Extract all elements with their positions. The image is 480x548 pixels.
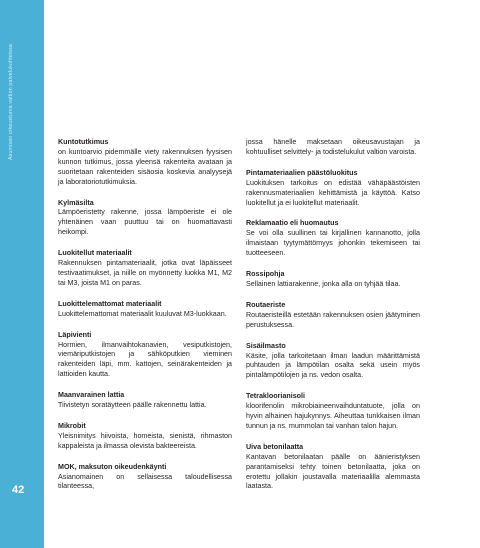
glossary-entry	[58, 422, 232, 452]
glossary-term: Kuntotutkimus	[58, 138, 109, 146]
glossary-entry	[246, 301, 420, 331]
glossary-entry	[58, 463, 232, 493]
glossary-definition: Hormien, ilmanvaihtokanavien, vesiputkistojen, viemäriputkistojen ja sähköputkien vieminen rakenteiden läpi, mm. kattojen, seinärakenteiden ja lattioiden kautta.	[58, 340, 232, 379]
glossary-definition: Tiivistetyn soratäytteen päälle rakennettu lattia.	[58, 401, 207, 410]
glossary-term: Pintamateriaalien päästöluokitus	[246, 168, 358, 177]
glossary-entry	[58, 138, 232, 188]
glossary-term: Mikrobit	[58, 421, 86, 430]
glossary-definition: jossa hänelle maksetaan oikeusavustajan ja kohtuulliset selvittely- ja todistelukulut valtion varoista.	[246, 138, 420, 156]
glossary-definition: Luokituksen tarkoitus on edistää vähäpäästöisten rakennusmateriaalien kehittämistä ja käyttöä. Katso luokitellut ja ei luokitellut materiaalit.	[246, 178, 420, 207]
glossary-entry	[246, 342, 420, 382]
glossary-term: Luokitellut materiaalit	[58, 249, 132, 258]
glossary-definition: Se voi olla suullinen tai kirjallinen kannanotto, jolla ilmaistaan tyytymättömyys johonkin tekemiseen tai tuotteeseen.	[246, 229, 420, 258]
glossary-definition: Yleisnimitys hiivoista, homeista, sienistä, rihmaston kappaleista ja ilmassa olevista bakteereista.	[58, 431, 232, 450]
right-column	[246, 138, 420, 503]
sidebar-band	[0, 0, 44, 548]
page-number: 42	[12, 484, 25, 496]
glossary-term: Tetrakloorianisoli	[246, 392, 305, 401]
glossary-definition: Routaeristeillä estetään rakennuksen osien jäätyminen perustuksessa.	[246, 310, 420, 329]
glossary-definition: Rakennuksen pintamateriaalit, jotka ovat läpäisseet testivaatimukset, ja niille on myönnetty luokka M1, M2 tai M3, joista M1 on paras.	[58, 259, 232, 287]
running-header-text: Asumisen oikeusturva valtion palvelukohteissa	[8, 44, 14, 160]
glossary-definition: Kantavan betonilaatan päälle on äänieristyksen parantamiseksi tehty toinen betonilaatta, joka on erotettu jollakin joustavalla materiaalilla alemmasta laatasta.	[246, 452, 420, 491]
glossary-entry	[246, 219, 420, 259]
glossary-term: Routaeriste	[246, 300, 286, 309]
glossary-term: Uiva betonilaatta	[246, 442, 304, 451]
glossary-term: Maanvarainen lattia	[58, 391, 125, 400]
glossary-entry	[246, 270, 420, 290]
glossary-definition: Asianomainen on sellaisessa taloudellisessa tilanteessa,	[58, 472, 232, 491]
glossary-term: Läpivienti	[58, 330, 92, 339]
glossary-term: Sisäilmasto	[246, 341, 286, 350]
glossary-definition: Lämpöeristetty rakenne, jossa lämpöeriste ei ole yhtenäinen vaan puuttuu tai on huomattavasti heikompi.	[58, 208, 232, 237]
glossary-term: Luokittelemattomat materiaalit	[58, 299, 162, 308]
glossary-definition: on kuntoarvio pidemmälle viety rakennuksen fyysisen kunnon tutkimus, jossa yleensä rakenteita avataan ja suoritetaan rakenteiden sisäosia koskevia analyysejä ja laboratoriotutkimuksia.	[58, 147, 232, 186]
glossary-entry	[246, 443, 420, 493]
glossary-definition: Käsite, jolla tarkoitetaan ilman laadun määrittämistä puhtauden ja lämpötilan osalta sekä usein myös pintalämpötilojen ja ns. vedon osalta.	[246, 351, 420, 380]
left-column	[58, 138, 232, 503]
glossary-entry	[246, 392, 420, 432]
glossary-entry	[58, 249, 232, 289]
glossary-entry	[246, 169, 420, 209]
glossary-entry	[58, 331, 232, 381]
glossary-term: Rossipohja	[246, 270, 285, 279]
glossary-definition: Sellainen lattiarakenne, jonka alla on tyhjää tilaa.	[246, 279, 401, 288]
glossary-definition: kloorifenolin mikrobiaineenvaihduntatuote, jolla on hyvin alhainen hajukynnys. Aiheuttaa tunkkaisen ilman tunnun ja ns. mummolan tai vanhan talon hajun.	[246, 402, 420, 430]
glossary-entry	[58, 300, 232, 320]
glossary-term: Reklamaatio eli huomautus	[246, 219, 339, 228]
glossary-term: MOK, maksuton oikeudenkäynti	[58, 462, 167, 471]
glossary-entry	[58, 199, 232, 239]
glossary-entry	[58, 391, 232, 411]
glossary-definition: Luokittelemattomat materiaalit kuuluvat M3-luokkaan.	[58, 309, 227, 318]
glossary-entry	[246, 138, 420, 158]
glossary-term: Kylmäsilta	[58, 198, 94, 207]
